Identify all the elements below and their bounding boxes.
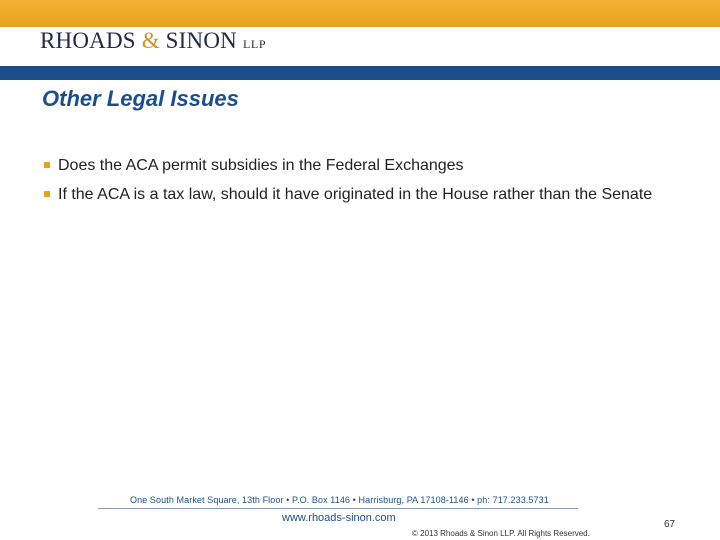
footer-address: One South Market Square, 13th Floor • P.O. Box 1146 • Harrisburg, PA 17108-1146 • ph: 717.233.5731 bbox=[130, 495, 549, 505]
bullet-item bbox=[42, 156, 682, 175]
top-accent-bar bbox=[0, 0, 720, 27]
logo-ampersand: & bbox=[141, 28, 160, 53]
square-bullet-icon bbox=[44, 162, 50, 168]
footer-website-link[interactable]: www.rhoads-sinon.com bbox=[282, 512, 396, 524]
page-number: 67 bbox=[664, 519, 676, 530]
logo-suffix-llp: LLP bbox=[242, 37, 267, 51]
slide-title: Other Legal Issues bbox=[42, 86, 239, 111]
bullet-item bbox=[42, 185, 682, 204]
footer-copyright: © 2013 Rhoads & Sinon LLP. All Rights Reserved. bbox=[412, 529, 590, 538]
logo-word-rhoads: RHOADS bbox=[40, 28, 136, 53]
bullet-text: Does the ACA permit subsidies in the Federal Exchanges bbox=[58, 157, 464, 174]
logo-word-sinon: SINON bbox=[165, 28, 237, 53]
header-band bbox=[0, 66, 720, 80]
bullet-list bbox=[42, 156, 682, 214]
footer-divider bbox=[98, 508, 578, 509]
square-bullet-icon bbox=[44, 191, 50, 197]
bullet-text: If the ACA is a tax law, should it have originated in the House rather than the Senate bbox=[58, 186, 653, 203]
firm-logo bbox=[40, 28, 266, 54]
